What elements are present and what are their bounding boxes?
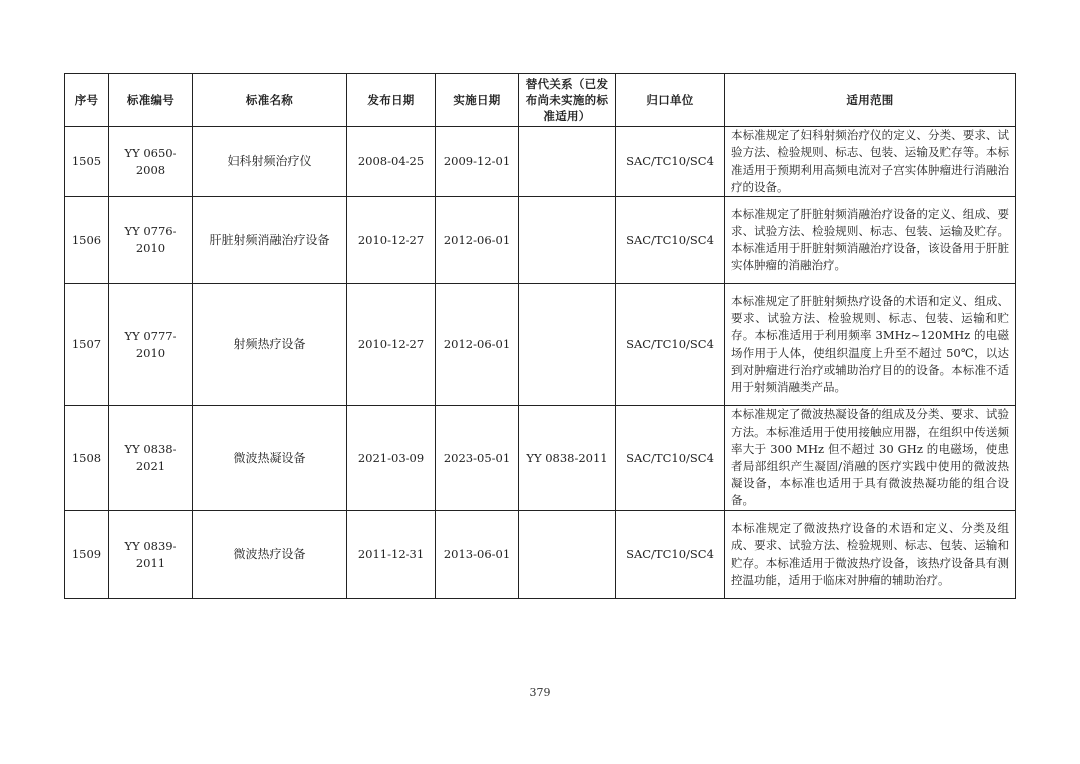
row-implement-date: 2013-06-01 [436,511,519,599]
header-unit: 归口单位 [616,74,725,127]
row-replace [519,511,616,599]
row-code: YY 0776-2010 [109,197,193,284]
row-publish-date: 2010-12-27 [347,284,436,406]
row-publish-date: 2010-12-27 [347,197,436,284]
row-name: 射频热疗设备 [193,284,347,406]
row-code: YY 0839-2011 [109,511,193,599]
row-publish-date: 2021-03-09 [347,406,436,511]
row-code: YY 0838-2021 [109,406,193,511]
row-seq: 1505 [65,127,109,197]
header-code: 标准编号 [109,74,193,127]
row-scope: 本标准规定了妇科射频治疗仪的定义、分类、要求、试验方法、检验规则、标志、包装、运输及贮存等。本标准适用于预期利用高频电流对子宫实体肿瘤进行消融治疗的设备。 [725,127,1016,197]
header-name: 标准名称 [193,74,347,127]
row-unit: SAC/TC10/SC4 [616,406,725,511]
row-replace [519,127,616,197]
header-implement-date: 实施日期 [436,74,519,127]
table-row [65,197,1016,284]
row-implement-date: 2009-12-01 [436,127,519,197]
row-code: YY 0650-2008 [109,127,193,197]
table-row [65,284,1016,406]
table-row [65,511,1016,599]
header-seq: 序号 [65,74,109,127]
row-implement-date: 2012-06-01 [436,284,519,406]
row-publish-date: 2008-04-25 [347,127,436,197]
page-number: 379 [529,686,551,699]
standards-table [64,73,1016,599]
row-name: 微波热疗设备 [193,511,347,599]
row-implement-date: 2012-06-01 [436,197,519,284]
row-implement-date: 2023-05-01 [436,406,519,511]
row-publish-date: 2011-12-31 [347,511,436,599]
row-scope: 本标准规定了微波热疗设备的术语和定义、分类及组成、要求、试验方法、检验规则、标志、包装、运输和贮存。本标准适用于微波热疗设备，该热疗设备具有测控温功能，适用于临床对肿瘤的辅助治疗。 [725,511,1016,599]
row-name: 肝脏射频消融治疗设备 [193,197,347,284]
row-scope: 本标准规定了微波热凝设备的组成及分类、要求、试验方法。本标准适用于使用接触应用器，在组织中传送频率大于 300 MHz 但不超过 30 GHz 的电磁场，使患者局部组织产生凝固/消融的医疗实践中使用的微波热凝设备，本标准也适用于具有微波热凝功能的组合设备。 [725,406,1016,511]
row-scope: 本标准规定了肝脏射频消融治疗设备的定义、组成、要求、试验方法、检验规则、标志、包装、运输及贮存。本标准适用于肝脏射频消融治疗设备，该设备用于肝脏实体肿瘤的消融治疗。 [725,197,1016,284]
row-replace [519,197,616,284]
row-code: YY 0777-2010 [109,284,193,406]
table-row [65,406,1016,511]
header-scope: 适用范围 [725,74,1016,127]
row-unit: SAC/TC10/SC4 [616,511,725,599]
row-seq: 1507 [65,284,109,406]
row-seq: 1506 [65,197,109,284]
header-row [65,74,1016,127]
row-scope: 本标准规定了肝脏射频热疗设备的术语和定义、组成、要求、试验方法、检验规则、标志、包装、运输和贮存。本标准适用于利用频率 3MHz~120MHz 的电磁场作用于人体，使组织温度上升至不超过 50℃，以达到对肿瘤进行治疗或辅助治疗目的的设备。本标准不适用于射频消融类产品。 [725,284,1016,406]
table-row [65,127,1016,197]
header-replace: 替代关系（已发布尚未实施的标准适用） [519,74,616,127]
row-seq: 1509 [65,511,109,599]
header-publish-date: 发布日期 [347,74,436,127]
row-replace: YY 0838-2011 [519,406,616,511]
row-unit: SAC/TC10/SC4 [616,197,725,284]
row-name: 微波热凝设备 [193,406,347,511]
row-replace [519,284,616,406]
row-seq: 1508 [65,406,109,511]
row-unit: SAC/TC10/SC4 [616,284,725,406]
row-name: 妇科射频治疗仪 [193,127,347,197]
row-unit: SAC/TC10/SC4 [616,127,725,197]
